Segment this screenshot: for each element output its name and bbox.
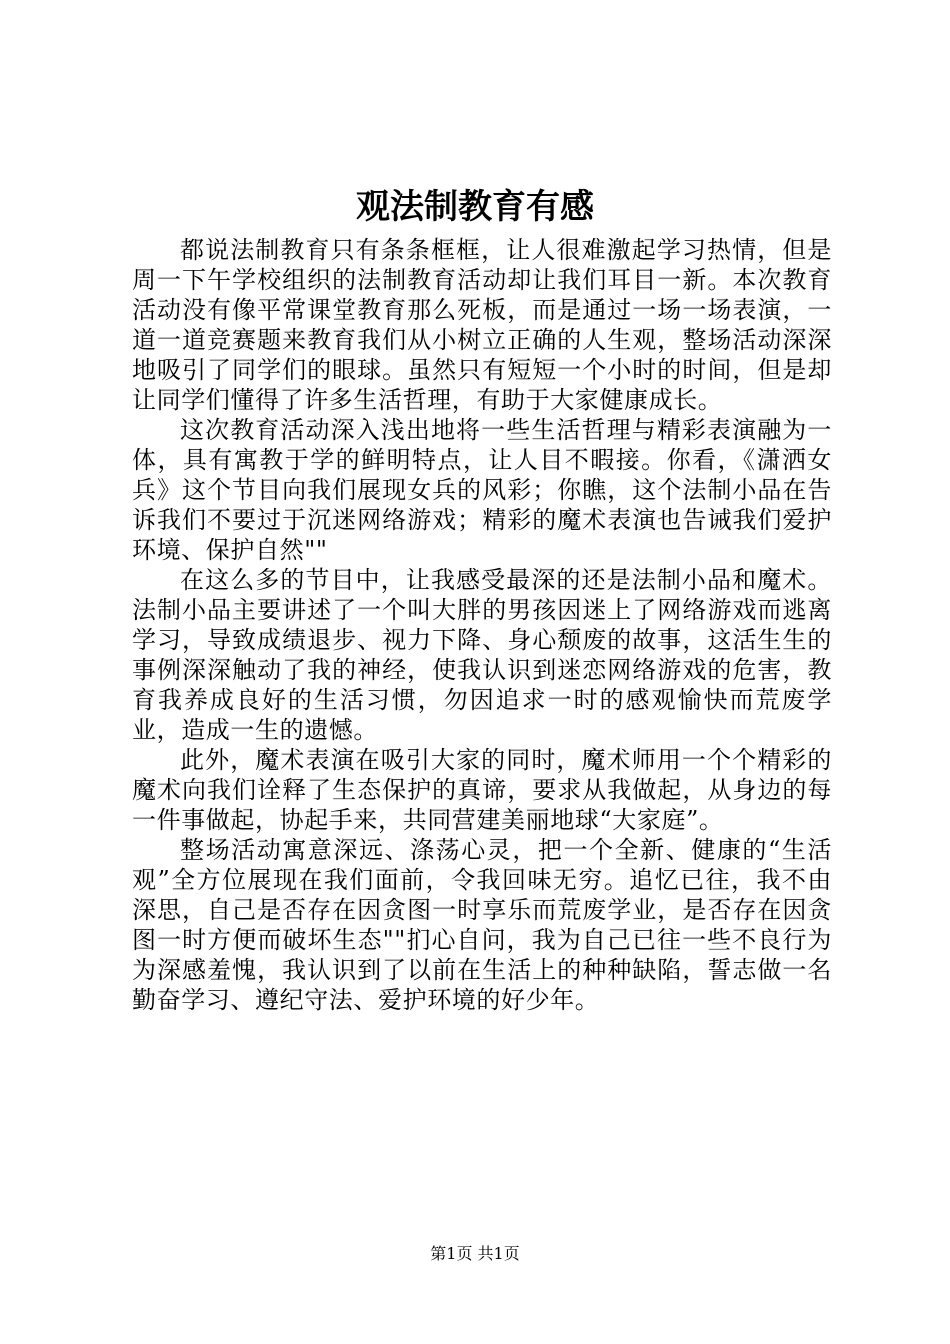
- paragraph-5: 整场活动寓意深远、涤荡心灵，把一个全新、健康的“生活观”全方位展现在我们面前，令我回味无穷。追忆已往，我不由深思，自己是否存在因贪图一时享乐而荒废学业，是否存在因贪图一时方便而破坏生态""扪心自问，我为自己已往一些不良行为为深感羞愧，我认识到了以前在生活上的种种缺陷，誓志做一名勤奋学习、遵纪守法、爱护环境的好少年。: [132, 836, 832, 1014]
- page-number: 第1页 共1页: [430, 1244, 520, 1263]
- paragraph-3: 在这么多的节目中，让我感受最深的还是法制小品和魔术。法制小品主要讲述了一个叫大胖的男孩因迷上了网络游戏而逃离学习，导致成绩退步、视力下降、身心颓废的故事，这活生生的事例深深触动了我的神经，使我认识到迷恋网络游戏的危害，教育我养成良好的生活习惯，勿因追求一时的感观愉快而荒废学业，造成一生的遗憾。: [132, 566, 832, 744]
- paragraph-1: 都说法制教育只有条条框框，让人很难激起学习热情，但是周一下午学校组织的法制教育活动却让我们耳目一新。本次教育活动没有像平常课堂教育那么死板，而是通过一场一场表演，一道一道竞赛题来教育我们从小树立正确的人生观，整场活动深深地吸引了同学们的眼球。虽然只有短短一个小时的时间，但是却让同学们懂得了许多生活哲理，有助于大家健康成长。: [132, 236, 832, 414]
- document-body: [132, 235, 832, 1015]
- paragraph-4: 此外，魔术表演在吸引大家的同时，魔术师用一个个精彩的魔术向我们诠释了生态保护的真谛，要求从我做起，从身边的每一件事做起，协起手来，共同营建美丽地球“大家庭”。: [132, 746, 832, 834]
- page-title: 观法制教育有感: [356, 187, 594, 227]
- paragraph-2: 这次教育活动深入浅出地将一些生活哲理与精彩表演融为一体，具有寓教于学的鲜明特点，让人目不暇接。你看，《潇洒女兵》这个节目向我们展现女兵的风彩；你瞧，这个法制小品在告诉我们不要过于沉迷网络游戏；精彩的魔术表演也告诫我们爱护环境、保护自然"": [132, 416, 832, 564]
